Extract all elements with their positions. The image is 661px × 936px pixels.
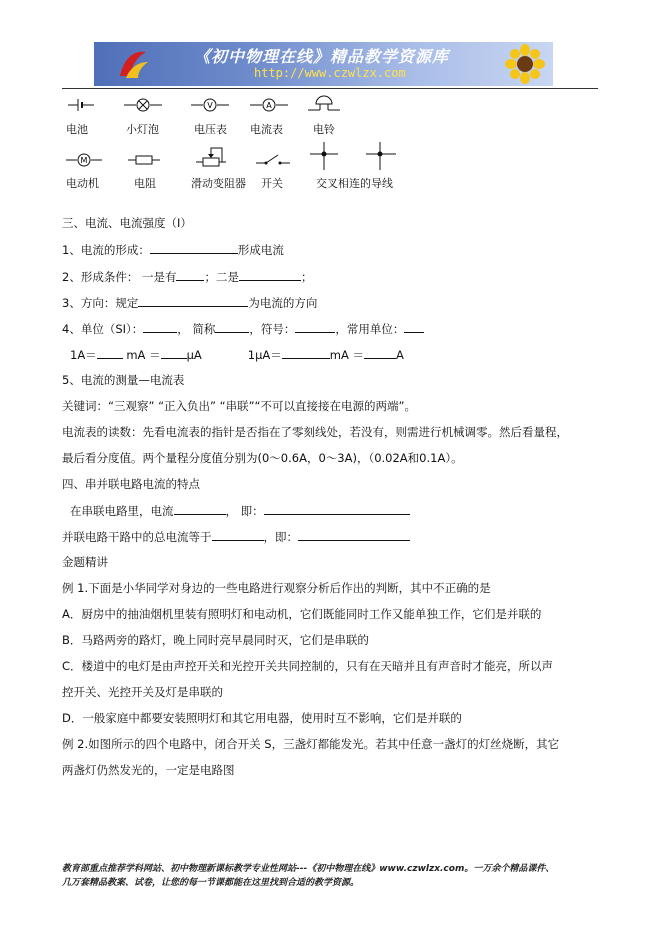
item2-end: ； [300, 270, 313, 284]
example2-line2: 两盏灯仍然发光的，一定是电路图 [62, 763, 235, 777]
sunflower-icon [503, 44, 547, 84]
parallel-rule-line [62, 528, 410, 545]
rheostat-symbol-icon [194, 144, 228, 170]
series-rule-line [70, 502, 410, 519]
footer-line-2: 几万套精品教案、试卷，让您的每一节课都能在这里找到合适的教学资源。 [62, 878, 360, 888]
crossed-wires-symbol-icon [308, 140, 398, 172]
motor-letter: M [80, 156, 88, 165]
jingjiang-title: 金题精讲 [62, 555, 108, 569]
example1-option-d: D．一般家庭中都要安装照明灯和其它用电器，使用时互不影响，它们是并联的 [62, 711, 462, 725]
conv-1uA: 1μA＝ [247, 348, 282, 362]
item3-suffix: 为电流的方向 [248, 296, 318, 310]
item4-abbr: ， 简称 [177, 322, 216, 336]
voltmeter-label: 电压表 [194, 123, 227, 136]
series-mid: ， 即： [225, 504, 264, 518]
blank-field[interactable] [264, 502, 410, 515]
example2-line1: 例 2.如图所示的四个电路中，闭合开关 S，三盏灯都能发光。若其中任意一盏灯的灯丝烧断，其它 [62, 737, 560, 751]
example1-option-c-line2: 控开关、光控开关及灯是串联的 [62, 685, 223, 699]
motor-label: 电动机 [66, 177, 99, 190]
parallel-mid: ，即： [263, 530, 298, 544]
blank-field[interactable] [282, 346, 330, 359]
page-footer [62, 862, 554, 890]
item1-line [62, 241, 284, 258]
blank-field[interactable] [176, 268, 204, 281]
blank-field[interactable] [215, 320, 249, 333]
item3-line [62, 294, 317, 311]
switch-label: 开关 [261, 177, 283, 190]
footer-line-1: 教育部重点推荐学科网站、初中物理新课标教学专业性网站---《初中物理在线》www.czwlzx.com。一万余个精品课件、 [62, 864, 555, 874]
item2-prefix: 2、形成条件： 一是有 [62, 270, 177, 284]
bulb-symbol-icon [122, 96, 164, 114]
keywords-line: 关键词：“三观察” “正入负出” “串联”“不可以直接接在电源的两端”。 [62, 399, 416, 413]
item3-prefix: 3、方向：规定 [62, 296, 139, 310]
blank-field[interactable] [404, 320, 424, 333]
motor-symbol-icon [64, 151, 104, 169]
switch-symbol-icon [254, 150, 292, 168]
voltmeter-letter: V [207, 101, 213, 110]
conv-1a: 1A＝ [70, 348, 97, 362]
blank-field[interactable] [239, 268, 301, 281]
item4-prefix: 4、单位（SI）： [62, 322, 144, 336]
blank-field[interactable] [174, 502, 226, 515]
site-url[interactable]: http://www.czwlzx.com [254, 66, 406, 80]
blank-field[interactable] [143, 320, 177, 333]
item1-prefix: 1、电流的形成： [62, 243, 150, 257]
item1-suffix: 形成电流 [237, 243, 284, 257]
item4-line [62, 320, 424, 337]
blank-field[interactable] [212, 528, 264, 541]
bulb-label: 小灯泡 [126, 123, 159, 136]
battery-symbol-icon [66, 96, 96, 114]
item2-line [62, 268, 312, 285]
rheostat-label: 滑动变阻器 [191, 177, 246, 190]
item2-mid: ；二是 [204, 270, 239, 284]
battery-label: 电池 [66, 123, 88, 136]
reading-line-1: 电流表的读数：先看电流表的指针是否指在了零刻线处，若没有，则需进行机械调零。然后看量程， [62, 425, 568, 439]
conv-uA: μA [186, 348, 202, 362]
unit-conversion-line [70, 346, 404, 363]
voltmeter-symbol-icon [189, 96, 231, 114]
resistor-label: 电阻 [134, 177, 156, 190]
conv-mA2: mA ＝ [329, 348, 365, 362]
example1-option-b: B．马路两旁的路灯，晚上同时亮早晨同时灭，它们是串联的 [62, 633, 369, 647]
conv-A: A [396, 348, 404, 362]
blank-field[interactable] [150, 241, 238, 254]
section4-title: 四、串并联电路电流的特点 [62, 477, 200, 491]
bell-label: 电铃 [313, 123, 335, 136]
ammeter-letter: A [266, 101, 272, 110]
ammeter-symbol-icon [248, 96, 290, 114]
blank-field[interactable] [364, 346, 396, 359]
blank-field[interactable] [295, 320, 335, 333]
example1-option-a: A．厨房中的抽油烟机里装有照明灯和电动机，它们既能同时工作又能单独工作，它们是并联的 [62, 607, 542, 621]
series-prefix: 在串联电路里，电流 [70, 504, 174, 518]
bell-symbol-icon [306, 92, 342, 114]
blank-field[interactable] [161, 346, 187, 359]
blank-field[interactable] [97, 346, 123, 359]
example1-question: 例 1.下面是小华同学对身边的一些电路进行观察分析后作出的判断，其中不正确的是 [62, 581, 491, 595]
header-banner [94, 42, 553, 86]
parallel-prefix: 并联电路干路中的总电流等于 [62, 530, 212, 544]
blank-field[interactable] [298, 528, 410, 541]
item4-common: ，常用单位： [335, 322, 405, 336]
item4-symbol: ，符号： [249, 322, 296, 336]
conv-mA: mA ＝ [126, 348, 161, 362]
section3-title: 三、电流、电流强度（I） [62, 216, 192, 230]
crossed-wires-label: 交叉相连的导线 [316, 177, 393, 190]
ammeter-label: 电流表 [250, 123, 283, 136]
reading-line-2: 最后看分度值。两个量程分度值分别为(0～0.6A，0～3A)，（0.02A和0.1A）。 [62, 451, 463, 465]
site-title: 《初中物理在线》精品教学资源库 [194, 47, 450, 66]
header-divider [62, 88, 598, 89]
resistor-symbol-icon [126, 152, 162, 168]
blank-field[interactable] [138, 294, 248, 307]
site-logo-icon [116, 48, 150, 80]
example1-option-c-line1: C．楼道中的电灯是由声控开关和光控开关共同控制的，只有在天暗并且有声音时才能亮，所以声 [62, 659, 554, 673]
item5-line: 5、电流的测量—电流表 [62, 373, 185, 387]
